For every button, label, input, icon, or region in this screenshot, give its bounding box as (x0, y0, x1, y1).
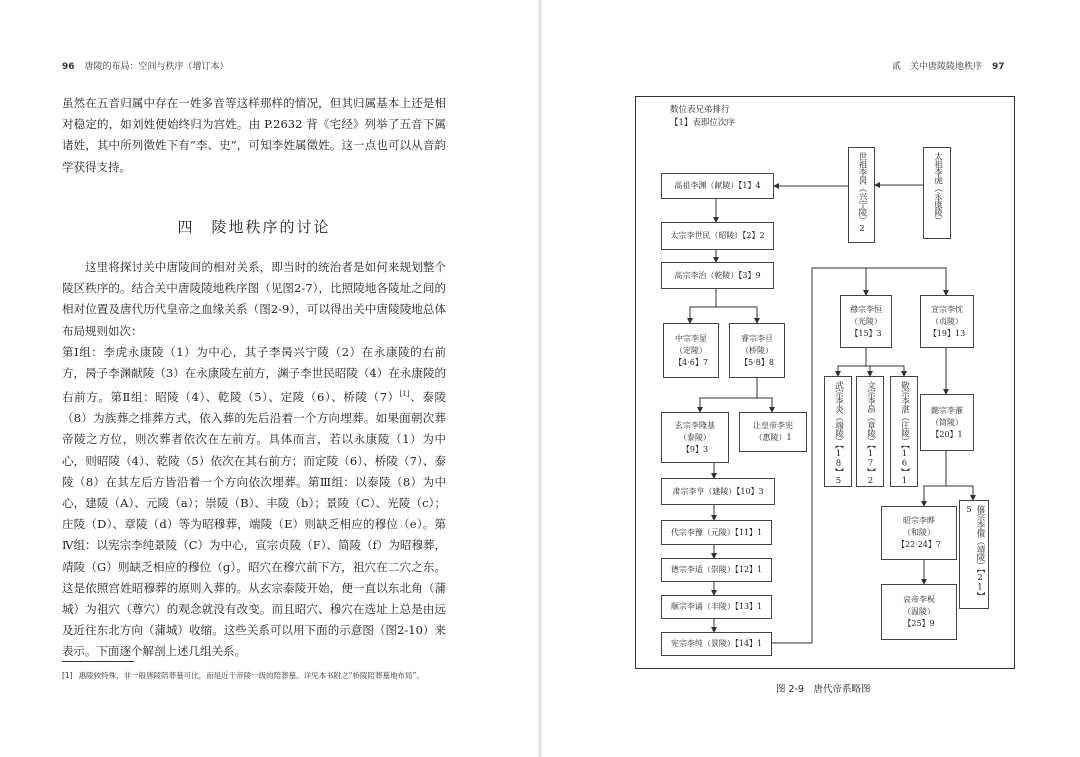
edge-yizong-zhaozong (924, 451, 946, 506)
node-yizong: 懿宗李漼 （简陵） 【20】1 (920, 394, 974, 451)
node-ruizong: 睿宗李旦 （桥陵） 【5·8】8 (729, 323, 785, 378)
node-suzong: 肃宗李亨（建陵）【10】3 (661, 478, 775, 505)
paragraph-1: 虽然在五音归属中存在一姓多音等这样那样的情况，但其归属基本上还是相对稳定的，如刘姓便始终归为宫姓。由 P.2632 背《宅经》列举了五音下属诸姓，其中所列徵姓下有“李、史”，可知李姓属徵姓。这一点也可以从音韵学获得支持。 (62, 96, 446, 174)
node-wuzong: 武宗李炎（端陵）【18】5 (824, 376, 852, 487)
node-xianzong: 宪宗李纯（景陵）【14】1 (661, 632, 772, 656)
edge-gaozong-zhongzong (690, 289, 716, 323)
legend-line-1: 数位表兄弟排行 (670, 105, 730, 115)
paragraph-2-text: 这里将探讨关中唐陵间的相对关系，即当时的统治者是如何来规划整个陵区秩序的。结合关中唐陵陵地秩序图（见图2-7），比照陵地各陵址之间的相对位置及唐代历代皇帝之血缘关系（图2-9），可以得出关中唐陵陵地总体布局规则如次： (62, 260, 446, 338)
chapter-title: 贰 关中唐陵陵地秩序 (892, 62, 983, 72)
edge-ruizong-rangdi (757, 398, 772, 412)
diagram-legend (670, 104, 735, 130)
node-daizong: 代宗李豫（元陵）【11】1 (661, 520, 772, 545)
node-gaozong: 高宗李治（乾陵）【3】9 (661, 262, 774, 289)
page-number-right: 97 (992, 62, 1005, 72)
edge-muzong-wenzong (866, 366, 870, 376)
node-aidi: 哀帝李柷 （温陵） 【25】9 (881, 584, 957, 640)
legend-line-2: 【1】表即位次序 (670, 118, 735, 128)
footnote-reference[interactable]: [1] (399, 390, 410, 399)
node-gaozu: 高祖李渊（献陵）【1】4 (661, 173, 774, 199)
node-zhaozong: 昭宗李晔 （和陵） 【22·24】7 (881, 506, 957, 560)
book-title: 唐陵的布局：空间与秩序（增订本） (84, 62, 229, 72)
section-heading: 四 陵地秩序的讨论 (177, 218, 331, 236)
node-jingzong: 敬宗李湛（庄陵）【16】1 (890, 376, 918, 487)
page-number-left: 96 (62, 62, 75, 72)
edge-muzong-wuzong (838, 348, 866, 376)
node-zhongzong: 中宗李显 （定陵） 【4·6】7 (663, 323, 719, 378)
node-wenzong: 文宗李昂（章陵）【17】2 (856, 376, 884, 487)
node-shizu: 世祖李昺（兴宁陵）2 (848, 147, 875, 243)
node-taizong: 太宗李世民（昭陵）【2】2 (661, 222, 774, 250)
paragraph-3-part-a: 第Ⅰ组：李虎永康陵（1）为中心，其子李昺兴宁陵（2）在永康陵的右前方，昺子李渊献陵（3）在永康陵左前方，渊子李世民昭陵（4）在永康陵的右前方。第Ⅱ组：昭陵（4）、乾陵（5）、定陵（6）、桥陵（7） (62, 344, 446, 405)
node-rangdi: 让皇帝李宪 （惠陵）1 (739, 412, 807, 452)
figure-caption: 图 2-9 唐代帝系略图 (776, 684, 871, 695)
edge-gaozong-ruizong (716, 307, 757, 323)
footnote-text: 惠陵较特殊，非一般唐陵陪葬墓可比，而是近于帝陵一级的陪葬墓。详见本书附之“桥陵陪葬墓地布局”。 (78, 671, 424, 680)
node-muzong: 穆宗李恒 （光陵） 【15】3 (840, 295, 892, 348)
footnote-mark: [1] (62, 671, 73, 680)
edge-yizong-xizong (946, 486, 973, 500)
node-xizong: 僖宗李儇（靖陵）【21】5 (959, 500, 989, 609)
paragraph-3-part-b: 、泰陵（8）为族葬之排葬方式，依入葬的先后沿着一个方向埋葬。如果面朝次葬帝陵之方位，则次葬者依次在左前方。具体而言，若以永康陵（1）为中心，则昭陵（4）、乾陵（5）依次在其右前方；而定陵（6）、桥陵（7）、泰陵（8）在其左后方皆沿着一个方向依次埋葬。第Ⅲ组：以泰陵（8）为中心，建陵（A）、元陵（a）；崇陵（B）、丰陵（b）；景陵（C）、光陵（c）；庄陵（D）、章陵（d）等为昭穆葬，端陵（E）则缺乏相应的穆位（e）。第Ⅳ组：以宪宗李纯景陵（C）为中心，宣宗贞陵（F）、简陵（f）为昭穆葬，靖陵（G）则缺乏相应的穆位（g）。昭穴在穆穴前下方，祖穴在二穴之东。这是依照宫姓昭穆葬的原则入葬的。从玄宗泰陵开始，便一直以东北角（蒲城）为祖穴（尊穴）的观念就没有改变。而且昭穴、穆穴在选址上总是由远及近往东北方向（蒲城）收缩。这些关系可以用下面的示意图（图2-10）来表示。下面逐个解剖上述几组关系。 (62, 390, 447, 659)
node-taizu: 太祖李虎（永康陵） (923, 147, 951, 239)
node-dezong: 德宗李适（崇陵）【12】1 (661, 558, 772, 582)
node-xuanzong: 玄宗李隆基 （泰陵） 【9】3 (661, 412, 729, 463)
node-shunzong: 顺宗李诵（丰陵）【13】1 (661, 595, 772, 619)
edge-ruizong-xuanzong (700, 378, 757, 412)
edge-muzong-jingzong (866, 366, 904, 376)
node-xuanzong2: 宣宗李忱 （贞陵） 【19】13 (920, 295, 974, 348)
